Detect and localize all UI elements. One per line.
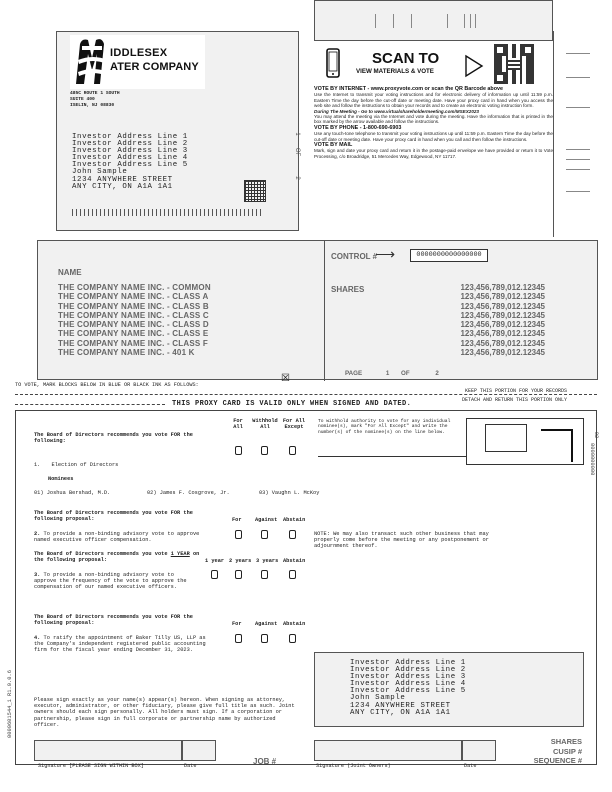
shares-footer — [510, 737, 582, 766]
scan-header — [314, 42, 553, 86]
scan-subtitle: VIEW MATERIALS & VOTE — [356, 68, 434, 75]
page-total: 2 — [435, 370, 439, 377]
postal-barcode — [72, 209, 264, 216]
board-rec-1year-c: on the following proposal: — [34, 551, 200, 564]
withhold-note: To withhold authority to vote for any individual nominee(s), mark "For All Except" and write the number(s) of the nominee(s) on the line below. — [318, 419, 451, 435]
vote-internet-title: VOTE BY INTERNET - www.proxyvote.com or scan the QR Barcode above — [314, 86, 504, 92]
investor-line: Investor Address Line 4 — [72, 154, 188, 163]
item2 — [34, 531, 214, 543]
item2-for-checkbox[interactable] — [235, 530, 242, 539]
control-number: 0000000000000000 — [410, 249, 488, 262]
date-box[interactable] — [182, 740, 216, 761]
company-address — [70, 91, 120, 110]
sign-instructions: Please sign exactly as your name(s) appear(s) hereon. When signing as attorney, executor, administrator, or other fiduciary, please give full title as such. Joint owners should each sign personally. All holders must sign. If a corporation or partnership, please sign in full corporate or partnership name by authorized officer. — [34, 697, 295, 728]
return-line: ANY CITY, ON A1A 1A1 — [350, 708, 451, 717]
item3-2years-checkbox[interactable] — [235, 570, 242, 579]
item3-abstain-checkbox[interactable] — [289, 570, 296, 579]
col-against-2: Against — [255, 517, 278, 523]
keep-portion: KEEP THIS PORTION FOR YOUR RECORDS — [465, 388, 568, 394]
col-against-4: Against — [255, 621, 278, 627]
return-line: Investor Address Line 2 — [350, 666, 466, 675]
detach-portion: DETACH AND RETURN THIS PORTION ONLY — [462, 397, 568, 403]
col-withhold-all: Withhold All — [252, 418, 278, 431]
shares-row: 123,456,789,012.12345 — [460, 283, 545, 292]
item1-text: Election of Directors — [51, 462, 119, 468]
vote-mail-title: VOTE BY MAIL — [314, 142, 353, 149]
shares-row: 123,456,789,012.12345 — [460, 320, 545, 330]
board-rec-proposal: The Board of Directors recommends you vote FOR the following proposal: — [34, 510, 193, 523]
voting-instructions — [314, 86, 553, 159]
return-line: 1234 ANYWHERE STREET — [350, 701, 451, 710]
control-label: CONTROL # — [331, 252, 378, 261]
shares-row: 123,456,789,012.12345 — [460, 338, 545, 348]
page-number: 1 — [385, 370, 390, 377]
shares-row: 123,456,789,012.12345 — [460, 310, 545, 320]
item3-text: To provide a non-binding advisory vote to approve the frequency of the vote to approve the compensation of our named executive officers. — [34, 572, 187, 591]
item2-abstain-checkbox[interactable] — [289, 530, 296, 539]
withhold-write-line[interactable] — [318, 456, 466, 457]
nominee-2: 02) James F. Cosgrove, Jr. — [147, 490, 230, 496]
page-label: PAGE — [345, 370, 363, 377]
item3-1year-checkbox[interactable] — [211, 570, 218, 579]
for-all-except-checkbox[interactable] — [289, 446, 296, 455]
mw-logo-icon — [72, 36, 114, 88]
side-page-two: 2 — [294, 176, 301, 180]
side-page-one: 1 — [294, 132, 301, 136]
item3-3years-checkbox[interactable] — [261, 570, 268, 579]
investor-line: Investor Address Line 1 — [72, 133, 188, 141]
company-row: THE COMPANY NAME INC. - CLASS C — [58, 310, 209, 320]
detach-line-1 — [15, 394, 597, 395]
side-page-of: OF — [294, 147, 301, 157]
board-rec-1year — [34, 551, 209, 563]
scan-title: SCAN TO — [372, 50, 440, 67]
mark-sample-icon: ☒ — [281, 373, 290, 384]
company-row: THE COMPANY NAME INC. - CLASS E — [58, 329, 209, 339]
board-rec-1year-b: 1 YEAR — [170, 551, 190, 557]
item4 — [34, 635, 209, 654]
joint-date-box[interactable] — [462, 740, 496, 761]
footer-sequence: SEQUENCE # — [533, 756, 582, 765]
return-address — [350, 660, 466, 717]
board-rec-1year-a: The Board of Directors recommends you vote — [34, 551, 168, 557]
barcode-window — [314, 0, 553, 41]
item4-text: To ratify the appointment of Baker Tilly US, LLP as the Company's independent registered public accounting firm for the fiscal year ending December 31, 2023. — [34, 635, 206, 654]
investor-line: Investor Address Line 2 — [72, 140, 188, 149]
joint-date-label: Date — [464, 763, 477, 769]
return-line: Investor Address Line 4 — [350, 680, 466, 689]
valid-notice: THIS PROXY CARD IS VALID ONLY WHEN SIGNED AND DATED. — [172, 400, 412, 408]
shares-label: SHARES — [331, 285, 365, 294]
side-page-number — [293, 130, 301, 182]
for-all-checkbox[interactable] — [235, 446, 242, 455]
col-2years: 2 years — [229, 558, 252, 564]
company-row: THE COMPANY NAME INC. - 401 K — [58, 348, 195, 358]
col-abstain-2: Abstain — [283, 517, 306, 523]
board-rec-proposal2: The Board of Directors recommends you vote FOR the following proposal: — [34, 614, 193, 627]
return-line: Investor Address Line 1 — [350, 659, 466, 667]
item1-number: 1. — [34, 462, 41, 468]
company-row: THE COMPANY NAME INC. - COMMON — [58, 283, 211, 292]
investor-line: ANY CITY, ON A1A 1A1 — [72, 182, 173, 191]
col-abstain-3: Abstain — [283, 558, 306, 564]
name-label: NAME — [58, 268, 82, 277]
mark-instructions: TO VOTE, MARK BLOCKS BELOW IN BLUE OR BLACK INK AS FOLLOWS: — [15, 382, 199, 388]
side-code-left: 0000601544_1 R1.0.0.6 — [7, 670, 13, 738]
return-line: Investor Address Line 3 — [350, 673, 466, 682]
page-of: OF — [401, 370, 410, 377]
company-list — [58, 283, 288, 357]
job-label: JOB # — [253, 757, 277, 766]
investor-address — [72, 134, 188, 191]
nominees-label: Nominees — [48, 476, 74, 482]
company-row: THE COMPANY NAME INC. - CLASS F — [58, 338, 208, 348]
qr-code-icon — [494, 44, 534, 84]
vote-meeting-text: You may attend the meeting via the Internet and vote during the meeting. Have the information that is printed in the box marked by the arrow available and follow the instructions. — [314, 114, 553, 125]
page-indicator — [345, 370, 465, 377]
shares-row: 123,456,789,012.12345 — [460, 301, 545, 311]
withhold-all-checkbox[interactable] — [261, 446, 268, 455]
company-row: THE COMPANY NAME INC. - CLASS A — [58, 292, 209, 302]
company-row: THE COMPANY NAME INC. - CLASS B — [58, 301, 209, 311]
joint-signature-label: Signature (Joint Owners) — [316, 763, 391, 769]
signature-label: Signature [PLEASE SIGN WITHIN BOX] — [38, 763, 144, 769]
company-row: THE COMPANY NAME INC. - CLASS D — [58, 320, 209, 330]
col-3years: 3 years — [256, 558, 279, 564]
signature-box[interactable] — [34, 740, 182, 761]
date-label: Date — [184, 763, 197, 769]
col-1year: 1 year — [205, 558, 225, 564]
company-address-line: SUITE 400 — [70, 97, 95, 103]
investor-line: John Sample — [72, 168, 128, 177]
vote-meeting-link[interactable]: During The Meeting - Go to www.virtualshareholdermeeting.com/MSEX2023 — [314, 108, 479, 114]
item1 — [34, 462, 118, 468]
investor-line: Investor Address Line 3 — [72, 147, 188, 156]
shares-row: 123,456,789,012.12345 — [460, 329, 545, 339]
right-margin-strip — [553, 31, 598, 237]
nominee-3: 03) Vaughn L. McKoy — [259, 490, 320, 496]
item4-abstain-checkbox[interactable] — [289, 634, 296, 643]
return-line: John Sample — [350, 694, 406, 703]
col-for-2: For — [232, 517, 242, 523]
col-for-all: For All — [233, 418, 243, 431]
item4-against-checkbox[interactable] — [261, 634, 268, 643]
nominee-1: 01) Joshua Bershad, M.D. — [34, 490, 111, 496]
shares-row: 123,456,789,012.12345 — [460, 348, 545, 358]
item2-number: 2. — [34, 531, 41, 537]
side-code-right: 0000000000 — [589, 443, 595, 476]
item3 — [34, 572, 199, 591]
footer-cusip: CUSIP # — [552, 746, 582, 756]
phone-icon — [326, 48, 340, 78]
company-logo — [70, 35, 205, 89]
detach-line-2 — [15, 404, 165, 405]
board-rec-for: The Board of Directors recommends you vote FOR the following: — [34, 432, 193, 445]
item2-against-checkbox[interactable] — [261, 530, 268, 539]
side-code-right-2: 02 — [593, 431, 600, 439]
item3-number: 3. — [34, 572, 41, 578]
footer-shares: SHARES — [550, 737, 582, 746]
investor-line: Investor Address Line 5 — [72, 161, 188, 170]
col-for-all-except: For All Except — [282, 418, 306, 431]
vote-mail-text: Mark, sign and date your proxy card and return it in the postage-paid envelope we have provided or return it to Vote Processing, c/o Broadridge, 51 Mercedes Way, Edgewood, NY 11717. — [314, 148, 553, 159]
investor-line: 1234 ANYWHERE STREET — [72, 175, 173, 184]
joint-signature-box[interactable] — [314, 740, 462, 761]
company-address-line: 485C ROUTE 1 SOUTH — [70, 91, 120, 96]
item4-number: 4. — [34, 635, 41, 641]
company-address-line: ISELIN, NJ 08830 — [70, 103, 115, 109]
vote-phone-title: VOTE BY PHONE - 1-800-690-6903 — [314, 124, 402, 131]
col-abstain-4: Abstain — [283, 621, 306, 627]
play-arrow-icon — [464, 54, 484, 78]
logo-text-2: ATER COMPANY — [110, 61, 199, 73]
scanner-box — [466, 418, 584, 465]
vote-internet-text: Use the Internet to transmit your voting instructions and for electronic delivery of information up until 11:59 p.m. Eastern Time the day before the cut-off date or meeting date. Have your proxy card in hand when you access the web site and follow the instructions to obtain your records and to create an electronic voting instruction form. — [314, 92, 553, 109]
return-line: Investor Address Line 5 — [350, 687, 466, 696]
item2-text: To provide a non-binding advisory vote to approve named executive officer compensation. — [34, 531, 200, 544]
logo-text-1: IDDLESEX — [110, 47, 168, 59]
item4-for-checkbox[interactable] — [235, 634, 242, 643]
control-arrow-icon: ⟶ — [375, 246, 396, 262]
col-for-4: For — [232, 621, 242, 627]
datamatrix-icon — [244, 180, 266, 202]
note-text: NOTE: We may also transact such other business that may properly come before the meeting or any postponement or adjournment thereof. — [314, 531, 489, 550]
shares-list — [420, 283, 545, 357]
vote-phone-text: Use any touch-tone telephone to transmit your voting instructions up until 11:59 p.m. Eastern Time the day before the cut-off date or meeting date. Have your proxy card in hand when you call and then follow the instructions. — [314, 131, 553, 142]
shares-row: 123,456,789,012.12345 — [460, 292, 545, 302]
